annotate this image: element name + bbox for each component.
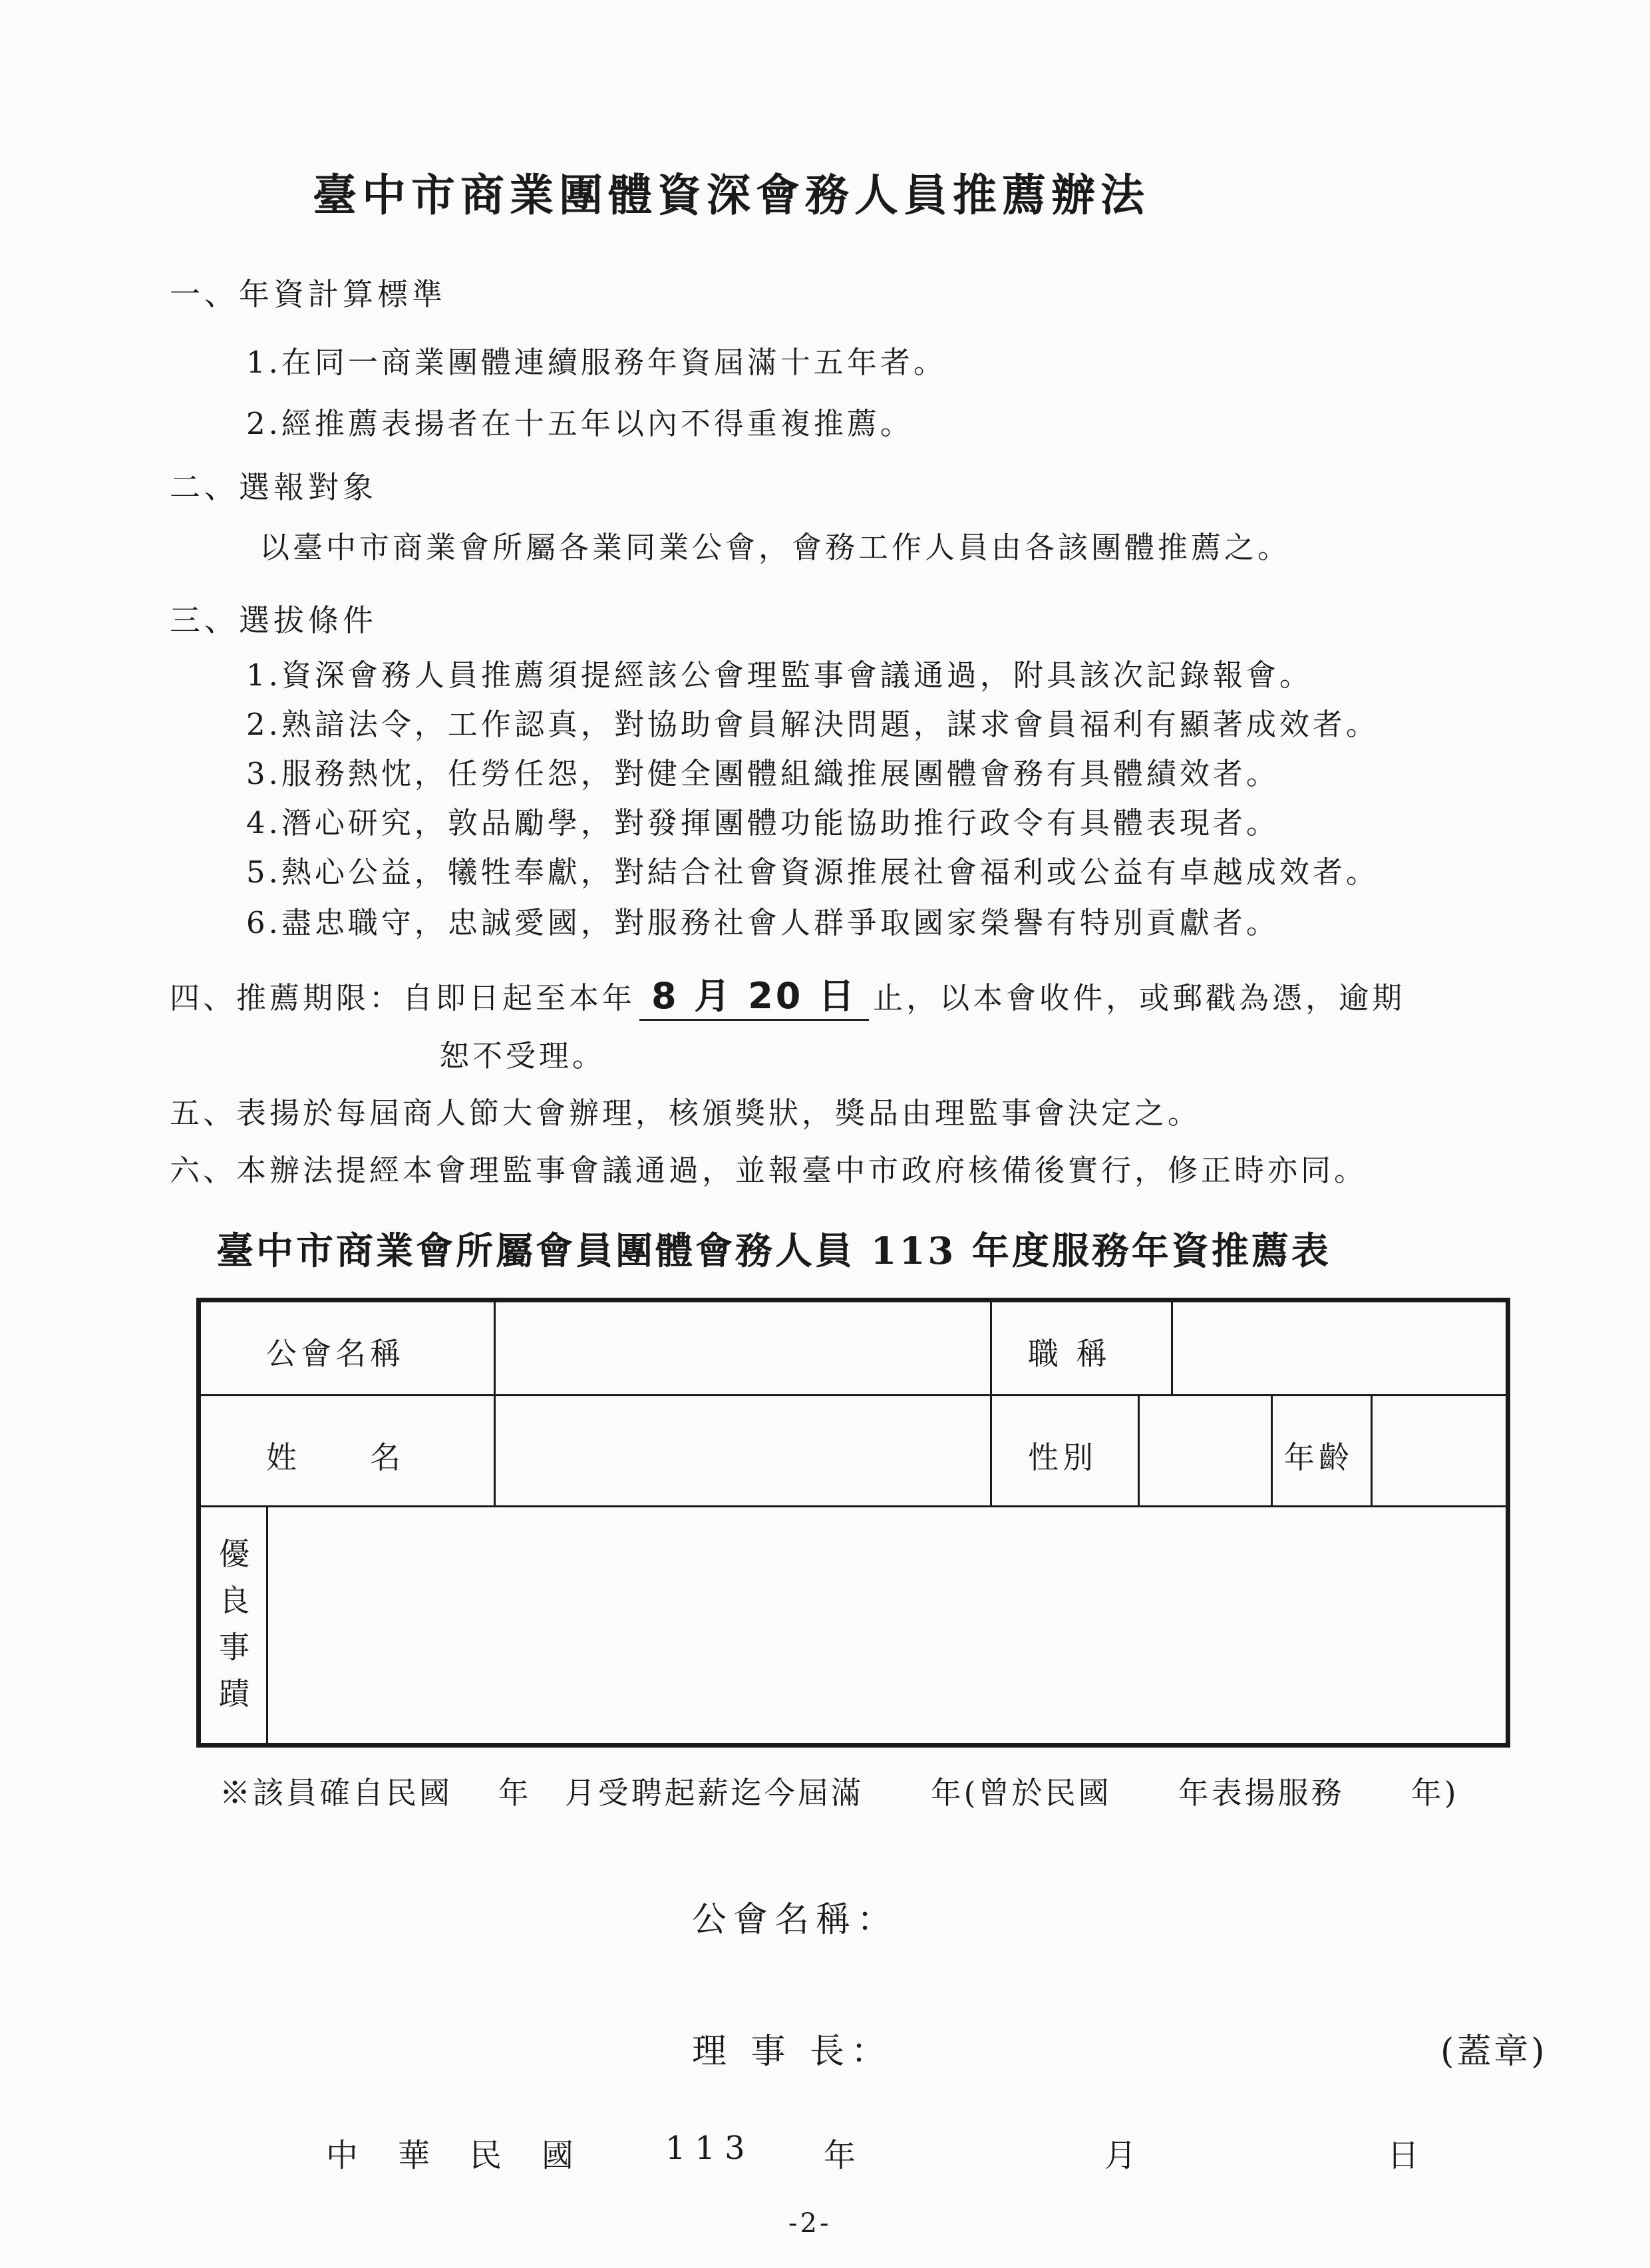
section-3-item-3: 3.服務熱忱，任勞任怨，對健全團體組織推展團體會務有具體績效者。	[246, 756, 1279, 791]
section-6-text: 六、本辦法提經本會理監事會議通過，並報臺中市政府核備後實行，修正時亦同。	[170, 1153, 1368, 1188]
section-5-text: 五、表揚於每屆商人節大會辦理，核頒獎狀，獎品由理監事會決定之。	[170, 1095, 1202, 1131]
section-4-prefix: 四、推薦期限：自即日起至本年	[170, 980, 636, 1016]
table-col-divider	[494, 1301, 496, 1507]
table-col-divider	[1371, 1396, 1373, 1507]
section-1-item-2: 2.經推薦表揚者在十五年以內不得重複推薦。	[246, 406, 913, 441]
age-label: 年齡	[1284, 1439, 1353, 1475]
section-2-heading: 二、選報對象	[170, 469, 377, 505]
union-name-signature-label: 公會名稱：	[692, 1900, 899, 1940]
table-col-divider	[990, 1301, 992, 1507]
table-col-divider	[1271, 1396, 1273, 1507]
date-month-label: 月	[1104, 2137, 1137, 2174]
section-4-line-1	[170, 968, 1405, 1021]
table-col-divider	[1171, 1301, 1173, 1396]
name-label: 姓 名	[266, 1439, 405, 1475]
table-col-divider	[1138, 1396, 1140, 1507]
section-3-item-4: 4.潛心研究，敦品勵學，對發揮團體功能協助推行政令有具體表現者。	[246, 805, 1279, 841]
section-3-heading: 三、選拔條件	[170, 602, 377, 638]
job-title-label: 職 稱	[1028, 1336, 1111, 1372]
section-1-heading: 一、年資計算標準	[170, 276, 446, 312]
form-title: 臺中市商業會所屬會員團體會務人員 113 年度服務年資推薦表	[216, 1229, 1331, 1273]
section-4-suffix: 止，以本會收件，或郵戳為憑，逾期	[873, 980, 1406, 1016]
date-era: 中 華 民 國	[326, 2137, 578, 2174]
date-year: 113	[665, 2130, 754, 2167]
section-3-item-6: 6.盡忠職守，忠誠愛國，對服務社會人群爭取國家榮譽有特別貢獻者。	[246, 905, 1279, 940]
merits-label: 優 良 事 蹟	[219, 1536, 249, 1712]
chairman-signature-label: 理 事 長：	[692, 2032, 893, 2072]
service-years-note: ※該員確自民國 年 月受聘起薪迄今屆滿 年(曾於民國 年表揚服務 年)	[220, 1775, 1459, 1811]
section-3-item-1: 1.資深會務人員推薦須提經該公會理監事會議通過，附具該次記錄報會。	[246, 658, 1313, 693]
section-4-line-2: 恕不受理。	[439, 1038, 606, 1073]
document-title: 臺中市商業團體資深會務人員推薦辦法	[313, 169, 1150, 221]
page-number: -2-	[788, 2208, 832, 2239]
table-row-divider	[200, 1394, 1507, 1396]
section-3-item-2: 2.熟諳法令，工作認真，對協助會員解決問題，謀求會員福利有顯著成效者。	[246, 707, 1379, 742]
date-day-label: 日	[1387, 2137, 1420, 2174]
section-3-item-5: 5.熱心公益，犧牲奉獻，對結合社會資源推展社會福利或公益有卓越成效者。	[246, 854, 1379, 890]
date-year-label: 年	[824, 2137, 856, 2174]
table-row-divider	[200, 1505, 1507, 1507]
section-1-item-1: 1.在同一商業團體連續服務年資屆滿十五年者。	[246, 345, 947, 380]
gender-label: 性別	[1028, 1439, 1097, 1475]
section-2-text: 以臺中市商業會所屬各業同業公會，會務工作人員由各該團體推薦之。	[259, 530, 1291, 565]
table-col-divider	[266, 1507, 268, 1744]
union-name-label: 公會名稱	[266, 1336, 405, 1372]
deadline-date: 8 月 20 日	[639, 968, 869, 1021]
seal-label: (蓋章)	[1440, 2032, 1548, 2072]
